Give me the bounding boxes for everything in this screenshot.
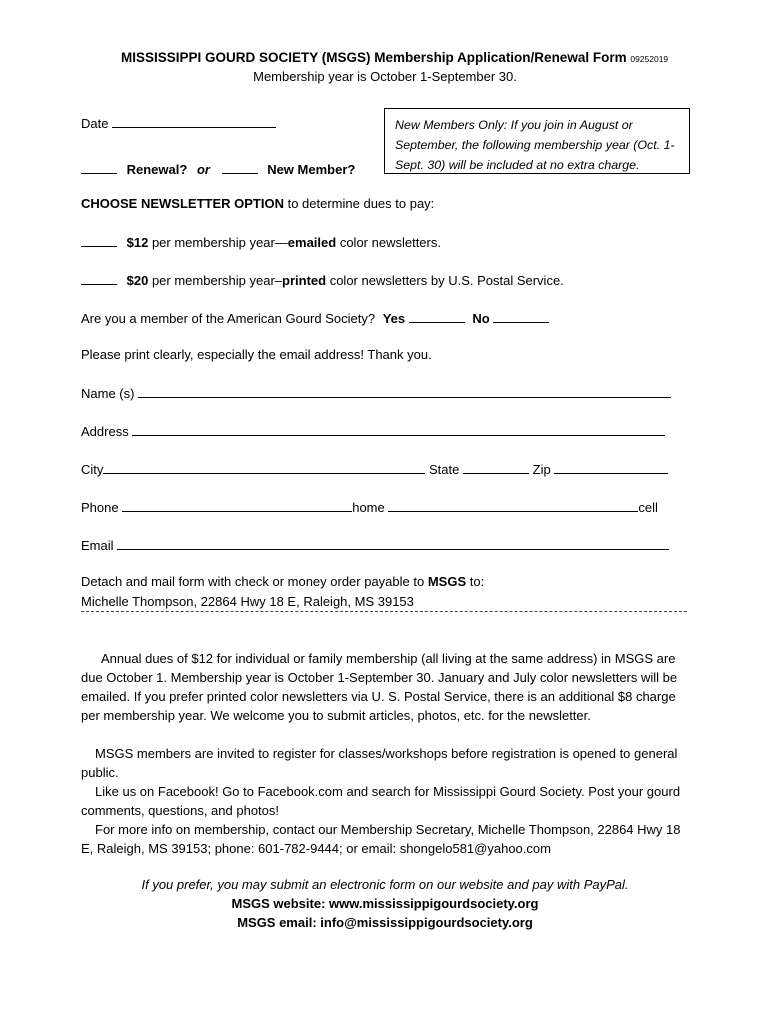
print-clearly-note: Please print clearly, especially the email address! Thank you. (81, 347, 432, 362)
option-emailed-price: $12 (126, 235, 149, 250)
option-emailed-text-b: color newsletters. (339, 235, 441, 250)
info-classes-paragraph: MSGS members are invited to register for classes/workshops before registration is opened to general public. (81, 746, 678, 780)
new-member-label: New Member? (267, 162, 356, 177)
paypal-note: If you prefer, you may submit an electronic form on our website and pay with PayPal. (141, 877, 629, 892)
home-label: home (352, 500, 385, 515)
new-member-blank[interactable] (222, 161, 258, 174)
info-contact-paragraph: For more info on membership, contact our Membership Secretary, Michelle Thompson, 22864 Hwy 18 E, Raleigh, MS 39153; phone: 601-782-9444; or email: shongelo581@yahoo.com (81, 822, 681, 856)
email-line[interactable]: MSGS email: info@mississippigourdsociety.org (237, 915, 533, 930)
newsletter-heading (81, 196, 434, 211)
mail-instructions (81, 574, 484, 589)
email-field[interactable] (117, 537, 669, 550)
info-dues-paragraph: Annual dues of $12 for individual or family membership (all living at the same address) in MSGS are due October 1. Membership year is October 1-September 30. January and July color newsletters will be emailed. If you prefer printed color newsletters via U. S. Postal Service, there is an additional $8 charge per membership year. We welcome you to submit articles, photos, etc. for the newsletter. (81, 651, 678, 723)
city-state-zip-row (81, 461, 668, 477)
mail-payee: MSGS (427, 574, 467, 589)
email-label: Email (81, 538, 114, 553)
mail-text-b: to: (469, 574, 485, 589)
option-printed-blank[interactable] (81, 272, 117, 285)
ags-no-label: No (472, 311, 490, 326)
ags-yes-label: Yes (382, 311, 406, 326)
mail-address: Michelle Thompson, 22864 Hwy 18 E, Raleigh, MS 39153 (81, 594, 414, 609)
city-label: City (81, 462, 104, 477)
name-field[interactable] (138, 385, 671, 398)
ags-question: Are you a member of the American Gourd Society? (81, 311, 376, 326)
cell-label: cell (638, 500, 658, 515)
address-field[interactable] (132, 423, 665, 436)
option-printed-price: $20 (126, 273, 149, 288)
ags-member-row (81, 310, 549, 326)
state-field[interactable] (463, 461, 529, 474)
email-row (81, 537, 669, 553)
renewal-blank[interactable] (81, 161, 117, 174)
address-label: Address (81, 424, 129, 439)
state-label: State (429, 462, 460, 477)
form-title (121, 50, 668, 65)
website-line[interactable]: MSGS website: www.mississippigourdsociety.org (231, 896, 539, 911)
form-title-text: MISSISSIPPI GOURD SOCIETY (MSGS) Membership Application/Renewal Form (121, 50, 627, 65)
name-label: Name (s) (81, 386, 135, 401)
option-emailed-bold: emailed (287, 235, 337, 250)
phone-row (81, 499, 658, 515)
or-label: or (196, 162, 210, 177)
membership-year-subtitle: Membership year is October 1-September 30. (253, 69, 517, 84)
newsletter-option-printed (81, 272, 564, 288)
option-emailed-text-a: per membership year— (151, 235, 288, 250)
option-printed-text-a: per membership year– (151, 273, 283, 288)
option-printed-text-b: color newsletters by U.S. Postal Service. (329, 273, 564, 288)
home-phone-field[interactable] (122, 499, 352, 512)
city-field[interactable] (103, 461, 425, 474)
newsletter-heading-bold: CHOOSE NEWSLETTER OPTION (81, 196, 284, 211)
cell-phone-field[interactable] (388, 499, 638, 512)
membership-type-row (81, 161, 355, 177)
date-label: Date (81, 116, 109, 131)
info-facebook-paragraph: Like us on Facebook! Go to Facebook.com and search for Mississippi Gourd Society. Post your gourd comments, questions, and photos! (81, 784, 681, 818)
option-emailed-blank[interactable] (81, 234, 117, 247)
newsletter-option-emailed (81, 234, 441, 250)
date-field[interactable] (112, 115, 276, 128)
zip-label: Zip (532, 462, 551, 477)
ags-no-blank[interactable] (493, 310, 549, 323)
address-row (81, 423, 665, 439)
detach-line (81, 611, 687, 612)
new-members-note: New Members Only: If you join in August or September, the following membership year (Oct. 1-Sept. 30) will be included at no extra charge. (384, 108, 690, 174)
renewal-label: Renewal? (126, 162, 188, 177)
mail-text-a: Detach and mail form with check or money order payable to (81, 574, 425, 589)
phone-label: Phone (81, 500, 119, 515)
name-row (81, 385, 671, 401)
form-code: 09252019 (630, 54, 669, 64)
date-row (81, 115, 276, 131)
ags-yes-blank[interactable] (409, 310, 465, 323)
newsletter-heading-rest: to determine dues to pay: (287, 196, 435, 211)
zip-field[interactable] (554, 461, 668, 474)
option-printed-bold: printed (282, 273, 327, 288)
